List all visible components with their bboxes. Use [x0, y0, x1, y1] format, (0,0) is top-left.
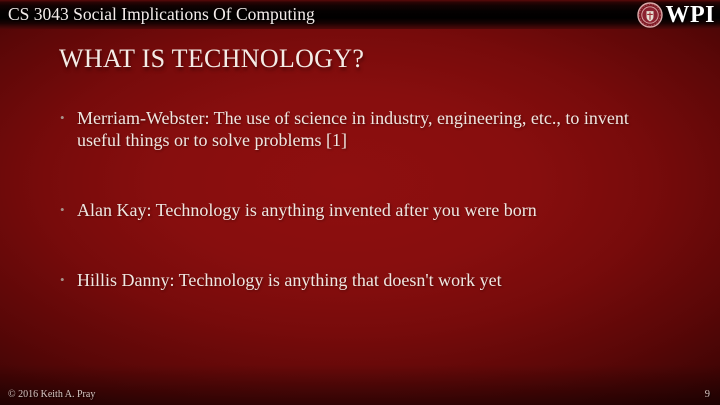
bullet-text: Hillis Danny: Technology is anything that doesn't work yet	[77, 270, 502, 290]
bullet-list	[60, 107, 642, 291]
bullet-item	[60, 107, 642, 151]
wpi-logo-text: WPI	[665, 2, 715, 28]
bullet-text: Merriam-Webster: The use of science in industry, engineering, etc., to invent useful things or to solve problems [1]	[77, 108, 629, 150]
bullet-item	[60, 269, 642, 291]
wpi-logo	[637, 1, 716, 29]
footer-copyright: © 2016 Keith A. Pray	[8, 389, 96, 400]
bullet-dot-icon: •	[60, 110, 65, 125]
bullet-item	[60, 199, 642, 221]
slide-page-number: 9	[704, 389, 710, 400]
bullet-dot-icon: •	[60, 272, 65, 287]
bullet-dot-icon: •	[60, 202, 65, 217]
wpi-seal-icon	[637, 2, 663, 28]
header-bar	[0, 0, 720, 29]
slide-title: WHAT IS TECHNOLOGY?	[59, 44, 365, 73]
course-header-title: CS 3043 Social Implications Of Computing	[8, 4, 315, 24]
bullet-text: Alan Kay: Technology is anything invented after you were born	[77, 200, 537, 220]
